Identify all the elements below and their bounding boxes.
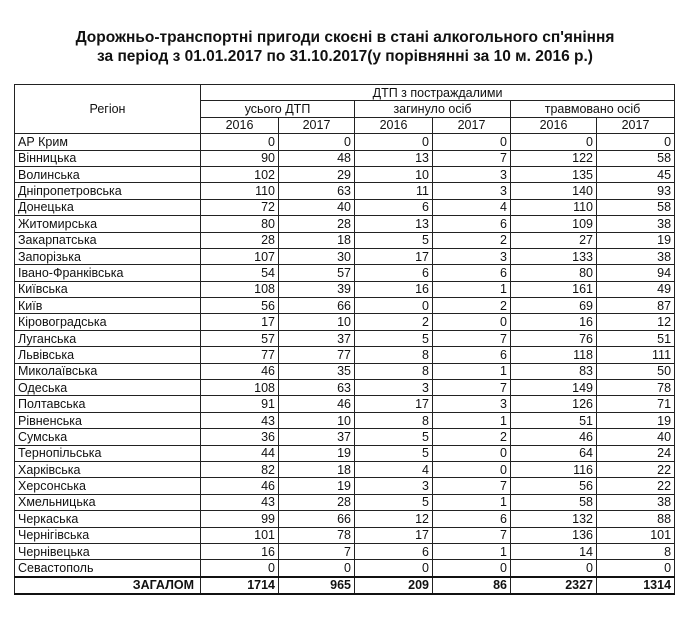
value-cell: 57 (279, 265, 355, 281)
total-cell: 2327 (511, 577, 597, 594)
sub-header-killed: загинуло осіб (355, 101, 511, 117)
value-cell: 3 (433, 248, 511, 264)
value-cell: 108 (201, 281, 279, 297)
value-cell: 36 (201, 429, 279, 445)
table-row (15, 166, 675, 182)
value-cell: 108 (201, 380, 279, 396)
region-name: Харківська (15, 461, 201, 477)
value-cell: 5 (355, 232, 433, 248)
value-cell: 51 (597, 330, 675, 346)
table-row (15, 199, 675, 215)
region-name: Донецька (15, 199, 201, 215)
value-cell: 51 (511, 412, 597, 428)
value-cell: 8 (597, 543, 675, 559)
value-cell: 69 (511, 298, 597, 314)
value-cell: 88 (597, 511, 675, 527)
value-cell: 77 (279, 347, 355, 363)
region-name: Чернівецька (15, 543, 201, 559)
region-name: Рівненська (15, 412, 201, 428)
value-cell: 0 (433, 560, 511, 577)
value-cell: 58 (597, 150, 675, 166)
value-cell: 30 (279, 248, 355, 264)
value-cell: 78 (597, 380, 675, 396)
value-cell: 3 (433, 183, 511, 199)
value-cell: 118 (511, 347, 597, 363)
value-cell: 17 (355, 396, 433, 412)
year-header: 2016 (511, 117, 597, 133)
value-cell: 80 (201, 216, 279, 232)
value-cell: 12 (355, 511, 433, 527)
value-cell: 111 (597, 347, 675, 363)
value-cell: 6 (433, 265, 511, 281)
value-cell: 90 (201, 150, 279, 166)
value-cell: 63 (279, 380, 355, 396)
region-name: Волинська (15, 166, 201, 182)
value-cell: 54 (201, 265, 279, 281)
value-cell: 0 (433, 445, 511, 461)
year-header: 2017 (433, 117, 511, 133)
region-name: Полтавська (15, 396, 201, 412)
total-cell: 209 (355, 577, 433, 594)
value-cell: 0 (201, 134, 279, 150)
table-row (15, 412, 675, 428)
value-cell: 3 (433, 166, 511, 182)
value-cell: 1 (433, 363, 511, 379)
value-cell: 135 (511, 166, 597, 182)
value-cell: 46 (511, 429, 597, 445)
value-cell: 94 (597, 265, 675, 281)
year-header: 2017 (597, 117, 675, 133)
value-cell: 46 (279, 396, 355, 412)
value-cell: 1 (433, 543, 511, 559)
value-cell: 22 (597, 478, 675, 494)
value-cell: 27 (511, 232, 597, 248)
sub-header-injured: травмовано осіб (511, 101, 675, 117)
value-cell: 6 (355, 199, 433, 215)
region-name: Кіровоградська (15, 314, 201, 330)
value-cell: 37 (279, 330, 355, 346)
table-row (15, 216, 675, 232)
value-cell: 72 (201, 199, 279, 215)
value-cell: 10 (355, 166, 433, 182)
value-cell: 46 (201, 478, 279, 494)
value-cell: 40 (597, 429, 675, 445)
value-cell: 4 (433, 199, 511, 215)
value-cell: 8 (355, 412, 433, 428)
year-header: 2016 (355, 117, 433, 133)
table-row (15, 543, 675, 559)
value-cell: 109 (511, 216, 597, 232)
total-cell: 86 (433, 577, 511, 594)
value-cell: 136 (511, 527, 597, 543)
value-cell: 7 (433, 380, 511, 396)
value-cell: 2 (355, 314, 433, 330)
value-cell: 1 (433, 412, 511, 428)
value-cell: 66 (279, 511, 355, 527)
title-line-2: за період з 01.01.2017 по 31.10.2017(у порівнянні за 10 м. 2016 р.) (97, 48, 593, 65)
value-cell: 7 (433, 150, 511, 166)
region-name: Закарпатська (15, 232, 201, 248)
value-cell: 19 (279, 478, 355, 494)
value-cell: 16 (511, 314, 597, 330)
sub-header-total-accidents: усього ДТП (201, 101, 355, 117)
region-name: Тернопільська (15, 445, 201, 461)
value-cell: 5 (355, 494, 433, 510)
value-cell: 93 (597, 183, 675, 199)
value-cell: 6 (433, 216, 511, 232)
value-cell: 38 (597, 494, 675, 510)
value-cell: 3 (355, 478, 433, 494)
value-cell: 5 (355, 445, 433, 461)
value-cell: 116 (511, 461, 597, 477)
region-name: Сумська (15, 429, 201, 445)
table-row (15, 347, 675, 363)
value-cell: 7 (279, 543, 355, 559)
region-name: Миколаївська (15, 363, 201, 379)
value-cell: 17 (201, 314, 279, 330)
value-cell: 39 (279, 281, 355, 297)
value-cell: 133 (511, 248, 597, 264)
value-cell: 58 (597, 199, 675, 215)
region-name: Львівська (15, 347, 201, 363)
total-cell: 1714 (201, 577, 279, 594)
value-cell: 7 (433, 478, 511, 494)
value-cell: 46 (201, 363, 279, 379)
value-cell: 110 (201, 183, 279, 199)
value-cell: 2 (433, 429, 511, 445)
value-cell: 16 (355, 281, 433, 297)
value-cell: 63 (279, 183, 355, 199)
value-cell: 24 (597, 445, 675, 461)
value-cell: 0 (433, 134, 511, 150)
group-header: ДТП з постраждалими (201, 85, 675, 101)
table-row (15, 380, 675, 396)
value-cell: 5 (355, 330, 433, 346)
value-cell: 80 (511, 265, 597, 281)
value-cell: 0 (279, 134, 355, 150)
value-cell: 1 (433, 281, 511, 297)
value-cell: 38 (597, 248, 675, 264)
table-row (15, 429, 675, 445)
table-row (15, 363, 675, 379)
value-cell: 107 (201, 248, 279, 264)
value-cell: 6 (355, 543, 433, 559)
table-row (15, 478, 675, 494)
region-name: Одеська (15, 380, 201, 396)
region-name: Севастополь (15, 560, 201, 577)
value-cell: 38 (597, 216, 675, 232)
total-row (15, 577, 675, 594)
table-row (15, 183, 675, 199)
table-body (15, 134, 675, 577)
accident-statistics-table (14, 84, 675, 595)
value-cell: 40 (279, 199, 355, 215)
year-header: 2017 (279, 117, 355, 133)
value-cell: 0 (355, 560, 433, 577)
value-cell: 149 (511, 380, 597, 396)
value-cell: 19 (597, 412, 675, 428)
value-cell: 13 (355, 150, 433, 166)
value-cell: 13 (355, 216, 433, 232)
total-cell: 965 (279, 577, 355, 594)
value-cell: 14 (511, 543, 597, 559)
value-cell: 19 (597, 232, 675, 248)
table-row (15, 396, 675, 412)
total-cell: 1314 (597, 577, 675, 594)
value-cell: 76 (511, 330, 597, 346)
region-name: Житомирська (15, 216, 201, 232)
value-cell: 12 (597, 314, 675, 330)
value-cell: 28 (201, 232, 279, 248)
value-cell: 56 (201, 298, 279, 314)
table-row (15, 527, 675, 543)
region-name: Черкаська (15, 511, 201, 527)
value-cell: 5 (355, 429, 433, 445)
value-cell: 4 (355, 461, 433, 477)
table-row (15, 330, 675, 346)
value-cell: 0 (279, 560, 355, 577)
table-row (15, 314, 675, 330)
value-cell: 44 (201, 445, 279, 461)
value-cell: 43 (201, 494, 279, 510)
value-cell: 71 (597, 396, 675, 412)
value-cell: 83 (511, 363, 597, 379)
region-name: Чернігівська (15, 527, 201, 543)
value-cell: 50 (597, 363, 675, 379)
value-cell: 6 (433, 347, 511, 363)
value-cell: 78 (279, 527, 355, 543)
table-row (15, 232, 675, 248)
value-cell: 6 (355, 265, 433, 281)
value-cell: 0 (597, 134, 675, 150)
value-cell: 0 (433, 314, 511, 330)
region-name: АР Крим (15, 134, 201, 150)
value-cell: 64 (511, 445, 597, 461)
document-title (0, 28, 690, 66)
value-cell: 29 (279, 166, 355, 182)
table-row (15, 265, 675, 281)
value-cell: 8 (355, 363, 433, 379)
value-cell: 0 (597, 560, 675, 577)
value-cell: 91 (201, 396, 279, 412)
value-cell: 28 (279, 216, 355, 232)
value-cell: 87 (597, 298, 675, 314)
table-row (15, 281, 675, 297)
value-cell: 132 (511, 511, 597, 527)
value-cell: 19 (279, 445, 355, 461)
region-name: Вінницька (15, 150, 201, 166)
value-cell: 126 (511, 396, 597, 412)
region-name: Івано-Франківська (15, 265, 201, 281)
value-cell: 2 (433, 232, 511, 248)
value-cell: 110 (511, 199, 597, 215)
table-row (15, 248, 675, 264)
total-label: ЗАГАЛОМ (15, 577, 201, 594)
region-name: Київ (15, 298, 201, 314)
table-row (15, 560, 675, 577)
value-cell: 1 (433, 494, 511, 510)
value-cell: 161 (511, 281, 597, 297)
value-cell: 22 (597, 461, 675, 477)
value-cell: 48 (279, 150, 355, 166)
value-cell: 0 (433, 461, 511, 477)
value-cell: 3 (355, 380, 433, 396)
region-name: Хмельницька (15, 494, 201, 510)
value-cell: 101 (597, 527, 675, 543)
value-cell: 18 (279, 461, 355, 477)
value-cell: 49 (597, 281, 675, 297)
region-name: Херсонська (15, 478, 201, 494)
value-cell: 16 (201, 543, 279, 559)
value-cell: 3 (433, 396, 511, 412)
value-cell: 10 (279, 412, 355, 428)
region-header: Регіон (15, 85, 201, 134)
region-name: Луганська (15, 330, 201, 346)
value-cell: 2 (433, 298, 511, 314)
value-cell: 7 (433, 330, 511, 346)
year-header: 2016 (201, 117, 279, 133)
value-cell: 0 (201, 560, 279, 577)
value-cell: 122 (511, 150, 597, 166)
region-name: Київська (15, 281, 201, 297)
value-cell: 66 (279, 298, 355, 314)
table-row (15, 494, 675, 510)
value-cell: 6 (433, 511, 511, 527)
table-row (15, 445, 675, 461)
value-cell: 0 (511, 560, 597, 577)
value-cell: 102 (201, 166, 279, 182)
value-cell: 77 (201, 347, 279, 363)
region-name: Запорізька (15, 248, 201, 264)
value-cell: 101 (201, 527, 279, 543)
value-cell: 56 (511, 478, 597, 494)
value-cell: 43 (201, 412, 279, 428)
value-cell: 0 (355, 298, 433, 314)
table-row (15, 298, 675, 314)
value-cell: 10 (279, 314, 355, 330)
value-cell: 45 (597, 166, 675, 182)
table-row (15, 134, 675, 150)
value-cell: 8 (355, 347, 433, 363)
value-cell: 0 (355, 134, 433, 150)
table-row (15, 511, 675, 527)
value-cell: 58 (511, 494, 597, 510)
table-row (15, 461, 675, 477)
value-cell: 35 (279, 363, 355, 379)
title-line-1: Дорожньо-транспортні пригоди скоєні в стані алкогольного сп'яніння (75, 29, 615, 46)
region-name: Дніпропетровська (15, 183, 201, 199)
value-cell: 17 (355, 527, 433, 543)
value-cell: 82 (201, 461, 279, 477)
value-cell: 17 (355, 248, 433, 264)
value-cell: 99 (201, 511, 279, 527)
value-cell: 57 (201, 330, 279, 346)
value-cell: 11 (355, 183, 433, 199)
value-cell: 18 (279, 232, 355, 248)
value-cell: 140 (511, 183, 597, 199)
value-cell: 37 (279, 429, 355, 445)
value-cell: 28 (279, 494, 355, 510)
value-cell: 7 (433, 527, 511, 543)
value-cell: 0 (511, 134, 597, 150)
table-row (15, 150, 675, 166)
